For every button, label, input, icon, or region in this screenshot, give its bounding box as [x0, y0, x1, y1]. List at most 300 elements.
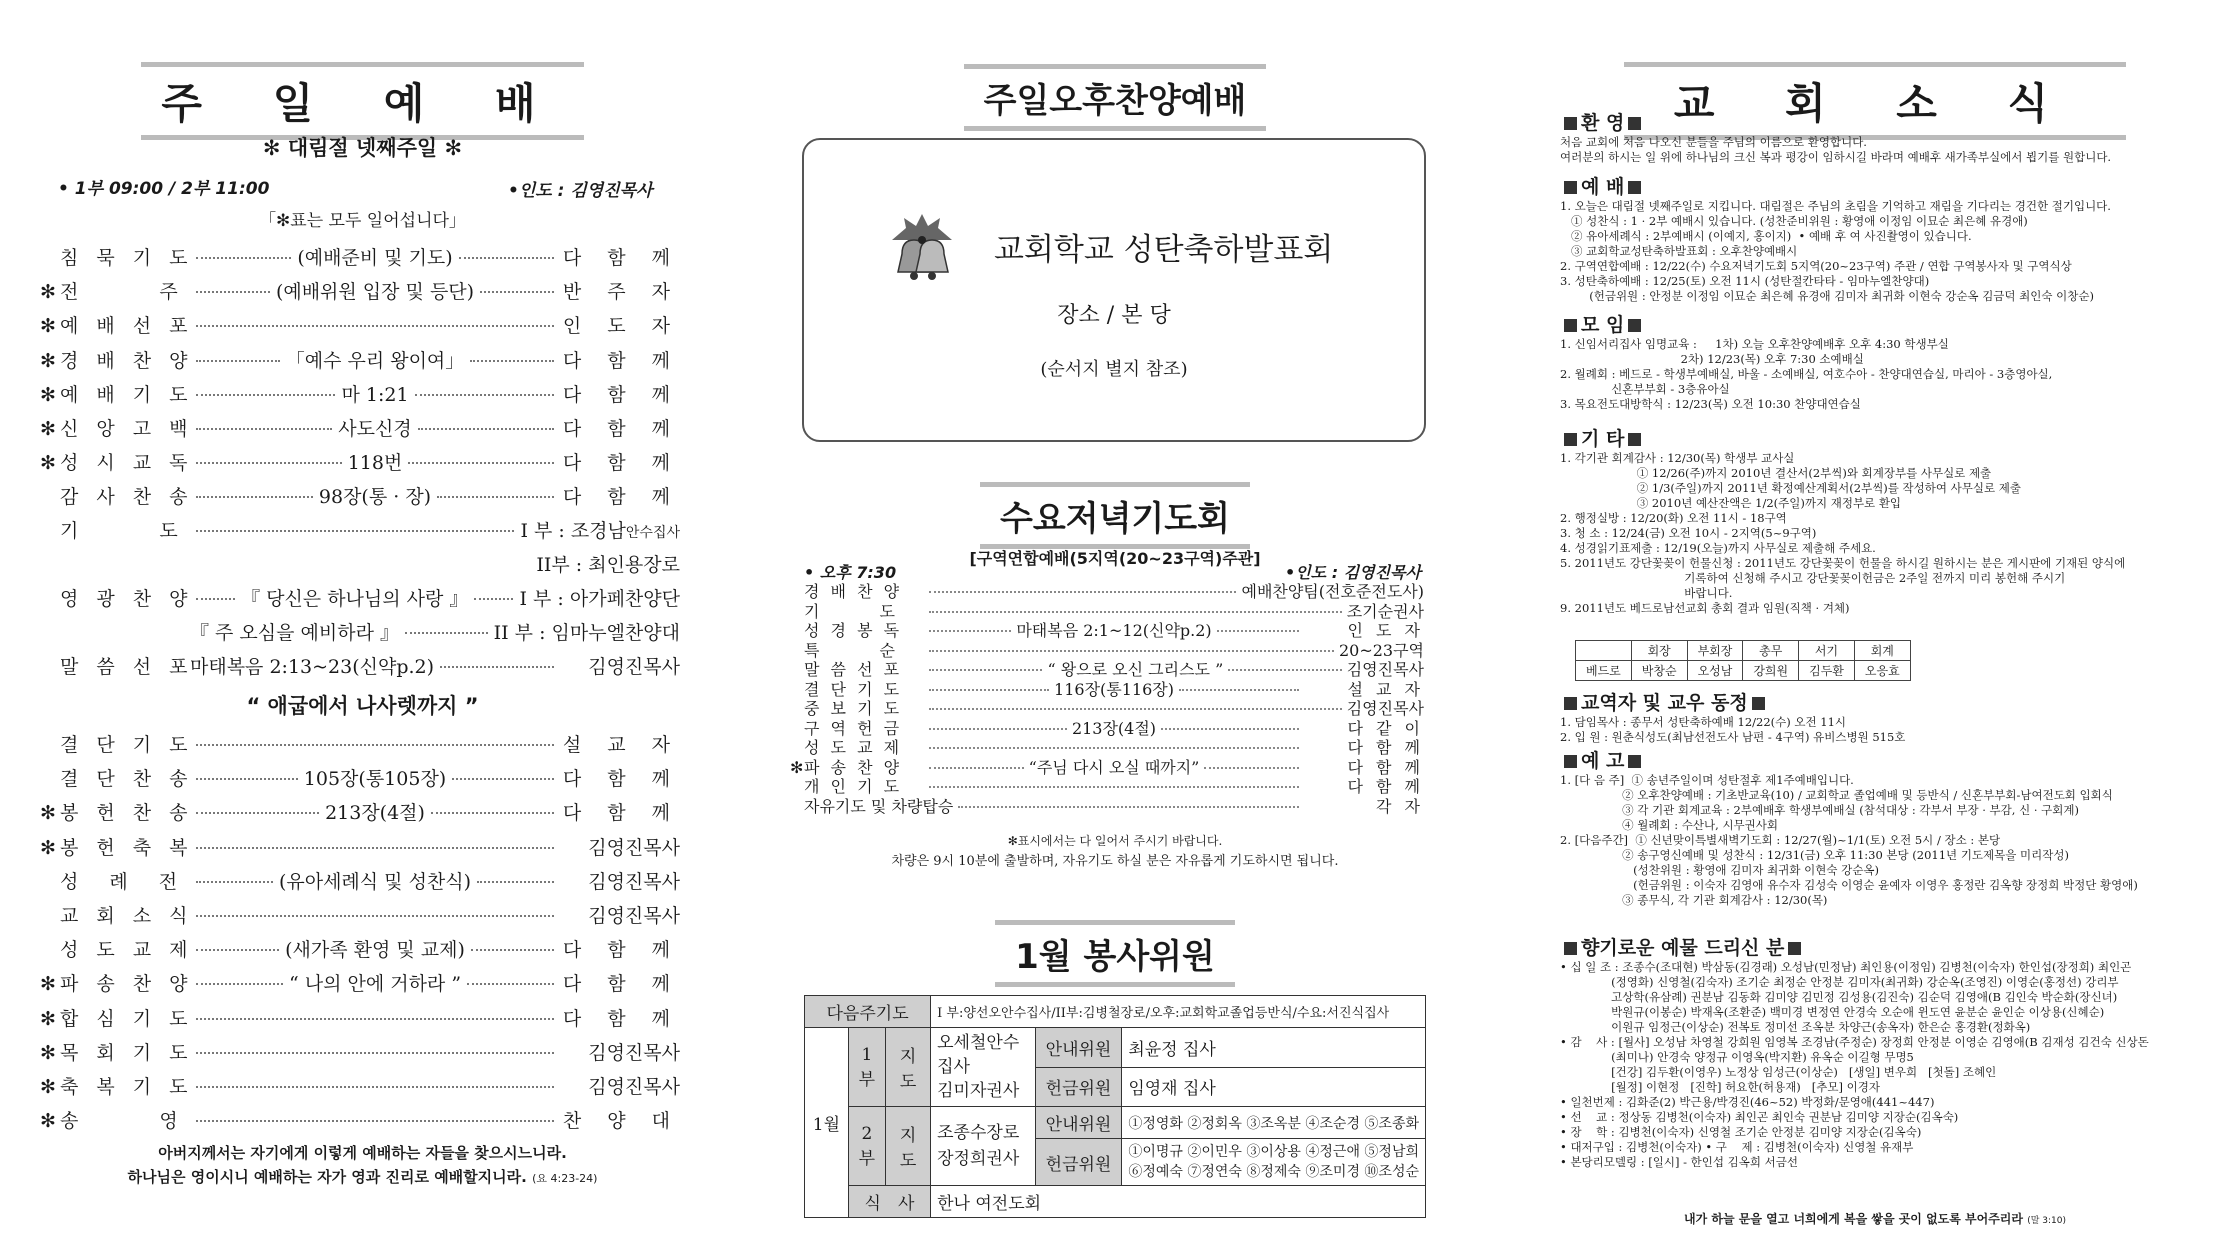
- duty-title-wrap: [780, 920, 1450, 987]
- news-line: • 선 교 : 정상동 김병천(이숙자) 최인곤 최인숙 권분남 김미양 지장순(김옥숙): [1560, 1110, 1959, 1124]
- order-item-name: 예 배 선 포: [60, 315, 194, 338]
- duty-part-1: 1부: [848, 1028, 885, 1107]
- anthem-1-choir: I 부 : 아가페찬양단: [519, 588, 680, 610]
- election-row-label: 베드로: [1576, 661, 1632, 681]
- news-line: 2. [다음주간] ① 신년맞이특별새벽기도회 : 12/27(월)~1/1(토) 오전 5시 / 장소 : 본당: [1560, 833, 2001, 847]
- news-line: 3. 목요전도대방학식 : 12/23(목) 오전 10:30 찬양대연습실: [1560, 397, 1861, 411]
- wednesday-item-leader: 20~23구역: [1338, 640, 1424, 660]
- p2-offering-line-2: ⑥정예숙 ⑦정연숙 ⑧정제숙 ⑨조미경 ⑩조성순: [1128, 1164, 1419, 1180]
- dot-leader: [452, 778, 554, 780]
- section-marker-icon: [1564, 942, 1577, 955]
- dot-leader: [1204, 767, 1299, 769]
- order-item: [40, 482, 680, 516]
- anthem-name: 영 광 찬 양: [60, 588, 194, 610]
- duty-guide-1: 지도: [885, 1028, 930, 1107]
- news-line: 9. 2011년도 베드로남선교회 총회 결과 임원(직책 · 겨체): [1560, 601, 1850, 615]
- section-marker-icon: [1564, 181, 1577, 194]
- news-line: (성찬위원 : 황영애 김미자 최귀화 이현숙 강순옥): [1560, 863, 1879, 877]
- church-news-title: 교 회 소 식: [1624, 62, 2126, 140]
- news-line: 고상학(유삼례) 권분남 김동화 김미양 김민정 김성용(김진숙) 김순덕 김영애(B 김인숙 박순화(장신녀): [1560, 990, 2118, 1004]
- section-marker-icon: [1628, 319, 1641, 332]
- sunday-service-title-wrap: [0, 62, 725, 140]
- closing-verse-ref: (요 4:23-24): [532, 1172, 598, 1185]
- wednesday-note-2: 차량은 9시 10분에 출발하며, 자유기도 하실 분은 자유롭게 기도하시면 됩니다.: [891, 854, 1339, 869]
- sermon-title: “ 애굽에서 나사렛까지 ”: [246, 694, 479, 718]
- order-item-leader: 다 함 께: [562, 452, 680, 475]
- order-item-leader: 다 함 께: [562, 802, 681, 825]
- dot-leader: [440, 666, 554, 668]
- dot-leader: [929, 708, 1342, 710]
- afternoon-title-wrap: [780, 64, 1450, 131]
- news-line: 바랍니다.: [1560, 586, 1733, 600]
- news-line: ② 송구영신예배 및 성찬식 : 12/31(금) 오후 11:30 본당 (2011년 기도제목을 미리작성): [1560, 848, 2069, 862]
- election-value-row: [1576, 661, 1911, 681]
- sunday-service-column: [0, 0, 725, 1240]
- order-item-name: 결 단 찬 송: [60, 768, 194, 791]
- dot-leader: [196, 949, 279, 951]
- order-item-leader: 다 함 께: [562, 349, 680, 372]
- order-item-leader: 다 함 께: [562, 383, 680, 406]
- wednesday-item-name: 결 단 기 도: [804, 679, 903, 699]
- dot-leader: [1161, 728, 1299, 730]
- order-item: [40, 414, 680, 448]
- order-item-mark: ✻: [40, 452, 56, 475]
- order-item: [40, 833, 680, 867]
- news-line: (최미나) 안경숙 양정규 이영옥(박지환) 유옥순 이길형 무명5: [1560, 1050, 1914, 1064]
- wednesday-item-name: 특 순: [804, 640, 898, 660]
- order-item-name: 신 앙 고 백: [60, 418, 194, 440]
- order-item-detail: 사도신경: [338, 418, 412, 440]
- wednesday-item-name: 개 인 기 도: [804, 777, 903, 796]
- dot-leader: [459, 257, 554, 259]
- order-item: [40, 730, 680, 764]
- news-section-title: 교역자 및 교우 동정: [1581, 692, 1748, 714]
- wednesday-item-name: 성 경 봉 독: [804, 621, 903, 640]
- election-header-row: [1576, 641, 1911, 661]
- duty-title: 1월 봉사위원: [995, 920, 1235, 987]
- dot-leader: [958, 806, 1299, 808]
- election-table: [1575, 640, 1911, 681]
- stand-note: 「✻표는 모두 일어섭니다」: [259, 211, 466, 231]
- order-item-detail: 105장(통105장): [303, 768, 447, 791]
- news-section-heading: [1560, 933, 1805, 960]
- dot-leader: [196, 847, 554, 849]
- dot-leader: [929, 611, 1342, 613]
- news-line: • 감 사 : [월사] 오성남 차영철 강희원 임영복 조경남(주정순) 장정희 안정분 이영순 김영애(B 김재성 김건숙 신상돈: [1560, 1035, 2149, 1049]
- dot-leader: [405, 632, 488, 634]
- news-line: 처음 교회에 처음 나오신 분들을 주님의 이름으로 환영합니다.: [1560, 135, 1867, 149]
- news-line: 4. 성경읽기표제출 : 12/19(오늘)까지 사무실로 제출해 주세요.: [1560, 541, 1876, 555]
- news-section-title: 모 임: [1581, 314, 1625, 336]
- order-item-name: 송 영: [60, 1110, 184, 1133]
- order-item-mark: ✻: [40, 418, 56, 440]
- event-title: 교회학교 성탄축하발표회: [994, 232, 1334, 268]
- news-line: ② 유아세례식 : 2부예배시 (이예지, 홍이지) • 예배 후 여 사진촬영이 있습니다.: [1560, 229, 1972, 243]
- news-line: 이원규 임정근(이상순) 전복토 정미선 조옥분 차양근(송옥자) 한은순 홍경환(정화옥): [1560, 1020, 2031, 1034]
- closing-blessing-text: 내가 하늘 문을 열고 너희에게 복을 쌓을 곳이 없도록 부어주리라: [1684, 1212, 2023, 1226]
- news-line: ③ 종무식, 각 기관 회계감사 : 12/30(목): [1560, 893, 1828, 907]
- p2-leaders: 조종수장로 장정희권사: [931, 1107, 1036, 1186]
- wednesday-order-item: [804, 797, 1424, 816]
- dot-leader: [196, 1086, 554, 1088]
- section-marker-icon: [1628, 755, 1641, 768]
- dot-leader: [196, 1052, 554, 1054]
- order-item-name: 침 묵 기 도: [60, 247, 194, 269]
- order-item-detail: (예배위원 입장 및 등단): [275, 281, 475, 304]
- order-item: [40, 380, 680, 414]
- news-line: ③ 교회학교성탄축하발표회 : 오후찬양예배시: [1560, 244, 1798, 258]
- order-item: [40, 346, 680, 380]
- p1-usher-label: 안내위원: [1035, 1028, 1122, 1068]
- dot-leader: [929, 786, 1299, 788]
- section-marker-icon: [1628, 181, 1641, 194]
- dot-leader: [474, 598, 513, 600]
- duty-row-meal: [805, 1186, 1426, 1218]
- order-item: [40, 1072, 680, 1106]
- next-prayer-label: 다음주기도: [805, 996, 931, 1028]
- wednesday-item-leader: 설 교 자: [1347, 679, 1424, 699]
- order-item-name: 기 도: [60, 520, 184, 542]
- order-item-leader: 다 함 께: [562, 418, 681, 440]
- order-item-leader: 다 함 께: [562, 768, 681, 791]
- news-section-heading: [1560, 746, 1645, 773]
- dot-leader: [929, 767, 1024, 769]
- news-line: 3. 청 소 : 12/24(금) 오전 10시 - 2지역(5~9구역): [1560, 526, 1817, 540]
- dot-leader: [471, 949, 554, 951]
- afternoon-service-title: 주일오후찬양예배: [964, 64, 1267, 131]
- dot-leader: [929, 630, 1011, 632]
- order-item: [40, 798, 680, 832]
- next-prayer-value: I 부:양선오안수집사/II부:김병철장로/오후:교회학교졸업등반식/수요:서진식집사: [931, 996, 1426, 1028]
- sunday-service-title: 주 일 예 배: [141, 62, 583, 140]
- dot-leader: [408, 462, 554, 464]
- order-item-detail: “ 나의 안에 거하라 ”: [288, 973, 462, 996]
- wednesday-item-name: 경 배 찬 양: [804, 582, 903, 601]
- order-item: [40, 969, 680, 1003]
- section-marker-icon: [1564, 433, 1577, 446]
- sermon-name: 말 씀 선 포: [60, 656, 194, 678]
- election-header-cell: 총무: [1743, 641, 1799, 661]
- order-item-leader: 설 교 자: [562, 734, 680, 756]
- sermon-preacher: 김영진목사: [588, 656, 680, 678]
- service-subtitle: ✻ 대림절 넷째주일 ✻: [262, 136, 463, 160]
- order-item: [40, 243, 680, 277]
- service-times: • 1부 09:00 / 2부 11:00: [58, 179, 270, 199]
- order-item-name: 파 송 찬 양: [60, 973, 194, 996]
- news-line: 박원규(이봉순) 박재옥(조환준) 백미경 변정연 안경숙 오순애 윈도연 윤분순 윤인순 이상용(신혜순): [1560, 1005, 2105, 1019]
- election-header-cell: 회장: [1631, 641, 1687, 661]
- news-line: 5. 2011년도 강단꽃꽂이 헌물신청 : 2011년도 강단꽃꽂이 헌물을 하시길 원하시는 분은 게시판에 기재된 양식에: [1560, 556, 2126, 570]
- order-item: [40, 448, 680, 482]
- election-header-cell: 서기: [1799, 641, 1855, 661]
- duty-row-p1-usher: [805, 1028, 1426, 1068]
- news-line: 3. 성탄축하예배 : 12/25(토) 오전 11시 (성탄절칸타타 - 임마누엘찬양대): [1560, 274, 1930, 288]
- news-line: ① 12/26(주)까지 2010년 결산서(2부씩)와 회계장부를 사무실로 제출: [1560, 466, 1992, 480]
- news-line: 2. 행정실방 : 12/20(화) 오전 11시 - 18구역: [1560, 511, 1787, 525]
- afternoon-wednesday-column: [780, 0, 1450, 1240]
- order-item-detail: 98장(통 · 장): [318, 486, 432, 509]
- duty-row-p2-usher: [805, 1107, 1426, 1139]
- section-marker-icon: [1564, 755, 1577, 768]
- event-place: 장소 / 본 당: [1057, 303, 1171, 328]
- section-marker-icon: [1564, 319, 1577, 332]
- dot-leader: [467, 983, 554, 985]
- wednesday-order-item: [804, 641, 1424, 660]
- news-line: ④ 월례회 : 수산나, 시무권사회: [1560, 818, 1778, 832]
- order-item-detail: 118번: [347, 452, 403, 475]
- dot-leader: [196, 1018, 554, 1020]
- order-item: [40, 277, 680, 311]
- wednesday-item-name: 기 도: [804, 601, 898, 621]
- order-item-mark: ✻: [40, 1110, 56, 1133]
- prayer-1-small: 안수집사: [625, 525, 680, 541]
- duty-guide-2: 지도: [885, 1107, 930, 1186]
- closing-verse-2-text: 하나님은 영이시니 예배하는 자가 영과 진리로 예배할지니라.: [127, 1168, 527, 1186]
- wednesday-item-detail: 마태복음 2:1~12(신약p.2): [1016, 621, 1212, 640]
- order-item-mark: ✻: [40, 383, 56, 406]
- meal-label: 식 사: [848, 1186, 930, 1218]
- order-item-leader: 김영진목사: [588, 870, 680, 893]
- news-line: 2. 입 원 : 원춘식성도(최남선전도사 남편 - 4구역) 유비스병원 515호: [1560, 730, 1906, 744]
- service-leader: •인도 : 김영진목사: [508, 181, 653, 201]
- order-item-detail: 「예수 우리 왕이여」: [285, 349, 465, 372]
- election-value-cell: 오성남: [1687, 661, 1743, 681]
- wednesday-order-item: [804, 719, 1424, 738]
- order-item: [40, 901, 680, 935]
- news-section-heading: [1560, 424, 1645, 451]
- news-line: (정영화) 신영철(김숙자) 조기순 최정순 안정분 김미자(최귀화) 강순옥(조영진) 이영순(홍정선) 강리부: [1560, 975, 2119, 989]
- anthem-2-choir: II 부 : 임마누엘찬양대: [493, 622, 680, 644]
- wednesday-item-detail: “ 왕으로 오신 그리스도 ”: [1047, 660, 1224, 679]
- wednesday-item-leader: 김영진목사: [1346, 660, 1424, 679]
- order-item-name: 축 복 기 도: [60, 1076, 194, 1098]
- news-section-title: 향기로운 예물 드리신 분: [1581, 937, 1785, 959]
- election-value-cell: 강희원: [1743, 661, 1799, 681]
- news-line: 1. 각기관 회계감사 : 12/30(목) 학생부 교사실: [1560, 451, 1795, 465]
- wednesday-leader: •인도 : 김영진목사: [1285, 563, 1421, 582]
- closing-verse-2: [0, 1166, 725, 1187]
- prayer-2-leader: II부 : 최인용장로: [536, 554, 680, 576]
- order-item: [40, 1106, 680, 1140]
- dot-leader: [196, 257, 291, 259]
- order-item-name: 성 례 전: [60, 870, 184, 893]
- order-item-mark: ✻: [40, 802, 56, 825]
- dot-leader: [929, 650, 1334, 652]
- wednesday-item-detail: “주님 다시 오실 때까지”: [1028, 757, 1200, 777]
- order-item-leader: 김영진목사: [588, 836, 680, 859]
- order-item-name: 감 사 찬 송: [60, 486, 194, 509]
- section-marker-icon: [1628, 117, 1641, 130]
- wednesday-item-detail: 213장(4절): [1071, 718, 1157, 738]
- election-header-cell: 부회장: [1687, 641, 1743, 661]
- dot-leader: [929, 669, 1042, 671]
- order-item-name: 합 심 기 도: [60, 1007, 194, 1030]
- order-item-mark: ✻: [40, 1041, 56, 1064]
- order-item-name: 교 회 소 식: [60, 905, 194, 927]
- dot-leader: [1228, 669, 1341, 671]
- p2-usher-label: 안내위원: [1035, 1107, 1122, 1139]
- news-line: • 대저구입 : 김병천(이숙자) • 구 제 : 김병천(이숙자) 신영철 유재부: [1560, 1140, 1914, 1154]
- dot-leader: [196, 915, 554, 917]
- wednesday-item-name: 파 송 찬 양: [804, 757, 903, 777]
- news-line: ③ 2010년 예산잔액은 1/2(주일)까지 재정부로 환입: [1560, 496, 1902, 510]
- event-box: [802, 138, 1426, 442]
- order-item: [40, 311, 680, 345]
- order-item-leader: 다 함 께: [562, 247, 681, 269]
- wednesday-order-item: [804, 738, 1424, 757]
- dot-leader: [431, 812, 554, 814]
- news-line: (헌금위원 : 이숙자 김영애 유수자 김성숙 이영순 윤예자 이영우 홍정란 김옥향 장정희 박정단 황영애): [1560, 878, 2138, 892]
- closing-verse-1: 아버지께서는 자기에게 이렇게 예배하는 자들을 찾으시느니라.: [158, 1144, 567, 1162]
- wednesday-item-leader: 다 함 께: [1347, 777, 1424, 796]
- wednesday-item-name: 성 도 교 제: [804, 738, 903, 757]
- news-line: 1. 담임목사 : 종무서 성탄축하예배 12/22(수) 오전 11시: [1560, 715, 1847, 729]
- dot-leader: [196, 812, 319, 814]
- order-item: [40, 1038, 680, 1072]
- order-item-leader: 찬 양 대: [562, 1110, 680, 1133]
- wednesday-item-name: 중 보 기 도: [804, 699, 903, 718]
- dot-leader: [196, 744, 554, 746]
- order-item-detail: (예배준비 및 기도): [297, 247, 453, 269]
- order-item-name: 결 단 기 도: [60, 734, 194, 756]
- order-item: [40, 935, 680, 969]
- order-item-leader: 인 도 자: [562, 315, 680, 338]
- wednesday-item-leader: 김영진목사: [1346, 699, 1424, 718]
- dot-leader: [929, 591, 1236, 593]
- order-item-mark: ✻: [40, 281, 56, 304]
- section-marker-icon: [1752, 697, 1765, 710]
- p2-usher: ①정영화 ②정회옥 ③조옥분 ④조순경 ⑤조종화: [1122, 1107, 1426, 1139]
- order-item-name: 봉 헌 찬 송: [60, 802, 194, 825]
- news-section-heading: [1560, 688, 1769, 715]
- p1-offering-label: 헌금위원: [1035, 1067, 1122, 1107]
- duty-part-2: 2부: [848, 1107, 885, 1186]
- order-item-mark: ✻: [40, 973, 56, 996]
- wednesday-item-leader: 다 같 이: [1347, 718, 1424, 738]
- wednesday-order-item: [804, 777, 1424, 796]
- wednesday-time: • 오후 7:30: [804, 563, 897, 582]
- section-marker-icon: [1564, 697, 1577, 710]
- news-line: 1. [다 음 주] ① 송년주일이며 성탄절후 제1주예배입니다.: [1560, 773, 1854, 787]
- section-marker-icon: [1564, 117, 1577, 130]
- dot-leader: [196, 394, 335, 396]
- dot-leader: [196, 881, 273, 883]
- news-line: ① 성찬식 : 1 · 2부 예배시 있습니다. (성찬준비위원 : 황영애 이정임 이묘순 최은혜 유경애): [1560, 214, 2028, 228]
- news-line: [건강] 김두환(이영우) 노정상 임성근(이상순) [생일] 변우희 [첫돌] 조혜인: [1560, 1065, 1997, 1079]
- order-item-name: 목 회 기 도: [60, 1041, 194, 1064]
- sermon-scripture: 마태복음 2:13~23(신약p.2): [190, 656, 435, 678]
- dot-leader: [196, 291, 270, 293]
- dot-leader: [196, 360, 280, 362]
- order-item-leader: 다 함 께: [562, 939, 680, 962]
- meal-value: 한나 여전도회: [931, 1186, 1426, 1218]
- dot-leader: [929, 728, 1067, 730]
- dot-leader: [196, 1120, 554, 1122]
- p1-offering: 임영재 집사: [1122, 1067, 1426, 1107]
- section-marker-icon: [1788, 942, 1801, 955]
- order-item-sermon: [40, 652, 680, 686]
- dot-leader: [929, 747, 1299, 749]
- wednesday-item-leader: 조기순권사: [1346, 601, 1424, 621]
- news-line: 1. 신임서리집사 임명교육 : 1차) 오늘 오후찬양예배후 오후 4:30 학생부실: [1560, 337, 1949, 351]
- news-line: 2. 구역연합예배 : 12/22(수) 수요저녁기도회 5지역(20~23구역) 주관 / 연합 구역봉사자 및 구역식상: [1560, 259, 2072, 273]
- order-item-name: 예 배 기 도: [60, 383, 194, 406]
- order-item-name: 경 배 찬 양: [60, 349, 194, 372]
- dot-leader: [477, 881, 554, 883]
- order-item-leader: 다 함 께: [562, 1007, 680, 1030]
- dot-leader: [480, 291, 554, 293]
- news-line: ② 1/3(주일)까지 2011년 확정예산계획서(2부씩)를 작성하여 사무실로 제출: [1560, 481, 2021, 495]
- news-line: • 본당리모델링 : [일시] - 한인섭 김옥희 서금선: [1560, 1155, 1798, 1169]
- closing-blessing: [1535, 1210, 2215, 1227]
- order-item-prayer-1: [40, 516, 680, 550]
- dot-leader: [196, 778, 298, 780]
- p2-offering-label: 헌금위원: [1035, 1139, 1122, 1186]
- wednesday-item-leader: 예배찬양팀(전호준전도사): [1241, 582, 1424, 601]
- wednesday-order-item: [790, 757, 1425, 777]
- anthem-2-title: 『 주 오심을 예비하라 』: [190, 622, 399, 644]
- duty-table: [804, 995, 1426, 1218]
- news-line: • 장 학 : 김병천(이숙자) 신영철 조기순 안정분 김미양 지장순(김옥숙): [1560, 1125, 1922, 1139]
- section-marker-icon: [1628, 433, 1641, 446]
- order-item-mark: ✻: [40, 349, 56, 372]
- order-item-leader: 김영진목사: [588, 905, 680, 927]
- wednesday-order-item: [804, 582, 1424, 601]
- order-item: [40, 1004, 680, 1038]
- dot-leader: [196, 496, 313, 498]
- duty-row-next: [805, 996, 1426, 1028]
- order-item: [40, 867, 680, 901]
- p1-leaders: 오세철안수집사 김미자권사: [931, 1028, 1036, 1107]
- dot-leader: [196, 983, 283, 985]
- news-section-title: 환 영: [1581, 112, 1625, 134]
- news-section-heading: [1560, 172, 1645, 199]
- wednesday-title-wrap: [780, 482, 1450, 549]
- dot-leader: [470, 360, 554, 362]
- order-item-detail: 213장(4절): [325, 802, 425, 825]
- prayer-1-leader: [520, 516, 680, 543]
- dot-leader: [929, 689, 1049, 691]
- order-item-mark: ✻: [40, 1076, 56, 1098]
- bell-icon: [884, 210, 960, 290]
- order-item-detail: 마 1:21: [341, 383, 409, 406]
- wednesday-subtitle: [구역연합예배(5지역(20~23구역)주관]: [969, 549, 1261, 568]
- order-item-name: 성 도 교 제: [60, 939, 194, 962]
- wednesday-item-name: 구 역 헌 금: [804, 718, 903, 738]
- order-item: [40, 764, 680, 798]
- news-section-title: 예 고: [1581, 750, 1625, 772]
- closing-blessing-ref: (말 3:10): [2027, 1216, 2066, 1226]
- news-line: • 십 일 조 : 조종수(조대현) 박삼동(김경래) 오성남(민정남) 최인용(이정임) 김병천(이숙자) 한인섭(장정희) 최인곤: [1560, 960, 2132, 974]
- dot-leader: [196, 462, 342, 464]
- dot-leader: [1179, 689, 1299, 691]
- news-section-title: 기 타: [1581, 428, 1625, 450]
- order-item-leader: 다 함 께: [562, 486, 680, 509]
- news-section-heading: [1560, 310, 1645, 337]
- election-value-cell: 박창순: [1631, 661, 1687, 681]
- news-line: 신혼부부회 - 3층유아실: [1560, 382, 1730, 396]
- order-item-detail: (유아세례식 및 성찬식): [278, 870, 472, 893]
- wednesday-item-leader: 각 자: [1376, 796, 1424, 816]
- order-item-name: 봉 헌 축 복: [60, 836, 194, 859]
- news-section-title: 예 배: [1581, 176, 1625, 198]
- order-item-leader: 다 함 께: [562, 973, 681, 996]
- wednesday-order-item: [804, 602, 1424, 621]
- event-note: (순서지 별지 참조): [1040, 359, 1188, 380]
- p1-usher: 최윤정 집사: [1122, 1028, 1426, 1068]
- wednesday-item-name: 말 씀 선 포: [804, 660, 903, 679]
- order-item-name: 성 시 교 독: [60, 452, 194, 475]
